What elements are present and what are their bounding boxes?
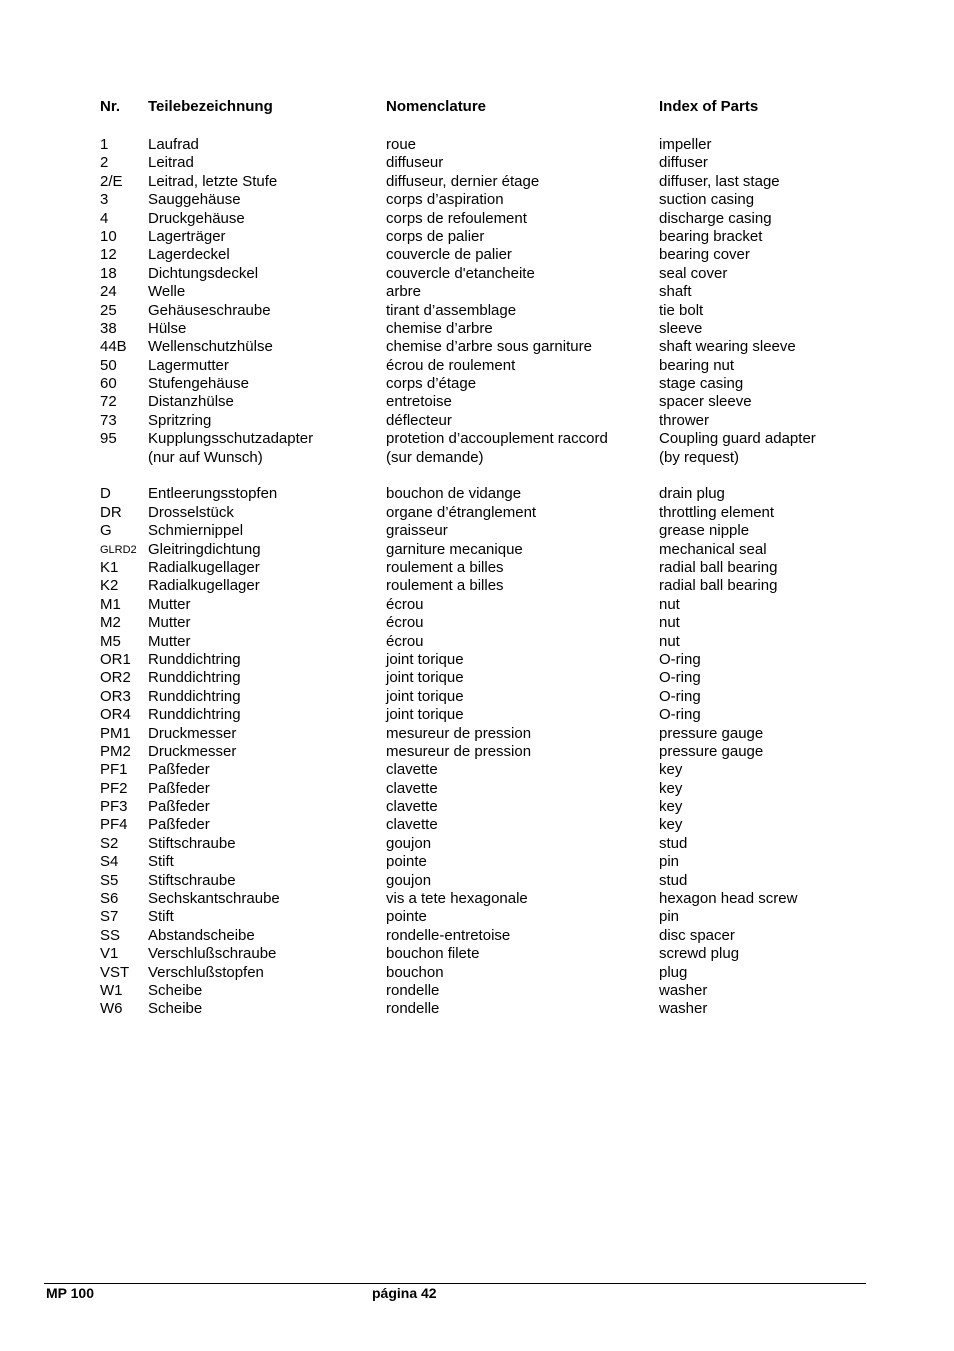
part-name-french: (sur demande) [386, 448, 484, 466]
part-number: SS [100, 926, 121, 944]
part-name-german: Stift [148, 908, 174, 926]
table-row [0, 761, 954, 779]
part-name-french: mesureur de pression [386, 742, 532, 760]
part-name-french: corps d’étage [386, 375, 477, 393]
part-number: OR2 [100, 669, 131, 687]
part-name-french: graisseur [386, 522, 448, 540]
part-name-german: Runddichtring [148, 687, 241, 705]
part-name-german: Mutter [148, 614, 191, 632]
part-name-english: bearing bracket [659, 227, 763, 245]
table-row [0, 485, 954, 503]
part-name-french: rondelle-entretoise [386, 926, 511, 944]
part-name-english: stud [659, 871, 688, 889]
part-number: K2 [100, 577, 119, 595]
part-number: 50 [100, 356, 117, 374]
part-name-french: écrou [386, 595, 424, 613]
table-row [0, 706, 954, 724]
part-name-english: tie bolt [659, 301, 704, 319]
part-name-english: O-ring [659, 687, 701, 705]
part-name-german: Mutter [148, 595, 191, 613]
part-name-english: pin [659, 853, 680, 871]
part-number: 72 [100, 393, 117, 411]
part-name-english: bearing nut [659, 356, 735, 374]
part-name-english: disc spacer [659, 926, 735, 944]
part-name-german: Lagerträger [148, 227, 226, 245]
table-row-spacer [0, 467, 954, 485]
part-name-french: couvercle de palier [386, 246, 512, 264]
part-name-english: nut [659, 632, 680, 650]
part-name-french: déflecteur [386, 411, 452, 429]
part-name-german: Paßfeder [148, 779, 210, 797]
table-row [0, 669, 954, 687]
part-name-german: Stiftschraube [148, 871, 236, 889]
header-german: Teilebezeichnung [148, 98, 273, 115]
part-name-french: joint torique [386, 687, 464, 705]
part-name-french: entretoise [386, 393, 452, 411]
part-name-english: hexagon head screw [659, 890, 798, 908]
footer-page-number: página 42 [372, 1285, 437, 1301]
part-name-english: radial ball bearing [659, 577, 778, 595]
table-row [0, 504, 954, 522]
part-name-german: Runddichtring [148, 706, 241, 724]
part-name-french: corps d’aspiration [386, 191, 504, 209]
part-name-german: Sauggehäuse [148, 191, 241, 209]
part-name-french: mesureur de pression [386, 724, 532, 742]
part-number: PM1 [100, 724, 131, 742]
part-name-english: washer [659, 1000, 708, 1018]
table-row [0, 688, 954, 706]
table-row [0, 596, 954, 614]
part-name-english: pressure gauge [659, 742, 764, 760]
table-row [0, 173, 954, 191]
part-number: OR4 [100, 706, 131, 724]
part-name-french: écrou de roulement [386, 356, 516, 374]
part-name-french: chemise d’arbre sous garniture [386, 338, 592, 356]
header-nr: Nr. [100, 98, 121, 115]
table-row [0, 320, 954, 338]
part-name-english: radial ball bearing [659, 558, 778, 576]
part-name-french: couvercle d'etancheite [386, 264, 535, 282]
table-row [0, 265, 954, 283]
part-number: VST [100, 963, 130, 981]
table-row [0, 743, 954, 761]
part-name-german: (nur auf Wunsch) [148, 448, 263, 466]
part-number: 2/E [100, 172, 123, 190]
part-name-french: pointe [386, 853, 427, 871]
part-name-english: suction casing [659, 191, 755, 209]
table-row [0, 559, 954, 577]
part-name-english: sleeve [659, 319, 703, 337]
part-name-french: joint torique [386, 669, 464, 687]
part-name-english: mechanical seal [659, 540, 767, 558]
part-name-french: chemise d’arbre [386, 319, 493, 337]
table-row [0, 816, 954, 834]
part-name-german: Paßfeder [148, 761, 210, 779]
footer-model: MP 100 [46, 1285, 94, 1301]
part-name-german: Dichtungsdeckel [148, 264, 259, 282]
part-number: 3 [100, 191, 109, 209]
part-number: 12 [100, 246, 117, 264]
table-row [0, 577, 954, 595]
part-name-german: Abstandscheibe [148, 926, 255, 944]
part-number: S6 [100, 890, 119, 908]
table-row [0, 945, 954, 963]
part-name-german: Runddichtring [148, 650, 241, 668]
part-name-german: Stift [148, 853, 174, 871]
part-number: V1 [100, 945, 119, 963]
part-name-french: roue [386, 136, 417, 153]
part-number: S4 [100, 853, 119, 871]
table-row [0, 725, 954, 743]
part-name-german: Gehäuseschraube [148, 301, 271, 319]
part-number: S2 [100, 834, 119, 852]
part-name-english: diffuser [659, 154, 708, 172]
table-row [0, 228, 954, 246]
part-name-english: stage casing [659, 375, 744, 393]
table-row [0, 191, 954, 209]
part-name-german: Kupplungsschutzadapter [148, 430, 314, 448]
table-row [0, 283, 954, 301]
part-name-german: Druckmesser [148, 724, 237, 742]
table-row [0, 210, 954, 228]
part-number: D [100, 485, 111, 503]
part-name-french: goujon [386, 871, 432, 889]
part-name-english: plug [659, 963, 688, 981]
part-number: PF3 [100, 798, 128, 816]
part-name-german: Welle [148, 283, 186, 301]
part-name-english: shaft [659, 283, 692, 301]
part-number: PF4 [100, 816, 128, 834]
table-row [0, 1000, 954, 1018]
table-row [0, 302, 954, 320]
part-name-french: protetion d’accouplement raccord [386, 430, 608, 448]
part-number: M5 [100, 632, 121, 650]
table-row [0, 393, 954, 411]
part-name-german: Lagermutter [148, 356, 229, 374]
part-number: 24 [100, 283, 117, 301]
part-name-german: Entleerungsstopfen [148, 485, 278, 503]
part-name-french: roulement a billes [386, 577, 504, 595]
part-name-german: Wellenschutzhülse [148, 338, 273, 356]
part-name-english: bearing cover [659, 246, 750, 264]
part-name-french: corps de refoulement [386, 209, 527, 227]
part-name-german: Runddichtring [148, 669, 241, 687]
part-name-french: tirant d’assemblage [386, 301, 517, 319]
part-number: 60 [100, 375, 117, 393]
footer-divider [44, 1283, 866, 1284]
part-number: S7 [100, 908, 119, 926]
part-name-german: Sechskantschraube [148, 890, 280, 908]
part-name-german: Radialkugellager [148, 558, 260, 576]
part-name-german: Lagerdeckel [148, 246, 230, 264]
part-name-french: joint torique [386, 706, 464, 724]
part-number: DR [100, 503, 122, 521]
part-name-french: garniture mecanique [386, 540, 523, 558]
part-number: W1 [100, 981, 123, 999]
part-number: 1 [100, 136, 109, 153]
part-name-german: Schmiernippel [148, 522, 244, 540]
table-row [0, 375, 954, 393]
table-row [0, 430, 954, 448]
part-number: 25 [100, 301, 117, 319]
part-number: PF2 [100, 779, 128, 797]
part-name-english: key [659, 798, 683, 816]
table-row [0, 964, 954, 982]
part-name-english: washer [659, 981, 708, 999]
part-name-french: corps de palier [386, 227, 485, 245]
part-number: PM2 [100, 742, 131, 760]
table-row [0, 412, 954, 430]
table-row [0, 614, 954, 632]
table-row [0, 154, 954, 172]
table-row [0, 338, 954, 356]
part-name-english: discharge casing [659, 209, 772, 227]
part-name-french: rondelle [386, 981, 440, 999]
part-name-french: joint torique [386, 650, 464, 668]
part-name-english: thrower [659, 411, 710, 429]
part-number: K1 [100, 558, 119, 576]
part-name-english: diffuser, last stage [659, 172, 780, 190]
table-row [0, 541, 954, 559]
table-row [0, 780, 954, 798]
part-name-french: clavette [386, 798, 438, 816]
part-name-german: Scheibe [148, 981, 203, 999]
part-name-french: rondelle [386, 1000, 440, 1018]
part-name-french: bouchon filete [386, 945, 480, 963]
part-name-english: nut [659, 614, 680, 632]
table-row [0, 982, 954, 1000]
part-name-english: pin [659, 908, 680, 926]
part-name-french: clavette [386, 761, 438, 779]
part-name-german: Stufengehäuse [148, 375, 249, 393]
part-number: 4 [100, 209, 109, 227]
part-name-german: Verschlußstopfen [148, 963, 264, 981]
part-number: M2 [100, 614, 121, 632]
part-name-english: (by request) [659, 448, 740, 466]
part-number: S5 [100, 871, 119, 889]
part-name-german: Druckgehäuse [148, 209, 245, 227]
part-name-french: diffuseur [386, 154, 444, 172]
part-name-english: screwd plug [659, 945, 740, 963]
part-name-english: drain plug [659, 485, 725, 503]
part-name-german: Laufrad [148, 136, 199, 153]
part-name-english: key [659, 761, 683, 779]
table-row [0, 633, 954, 651]
part-name-german: Gleitringdichtung [148, 540, 261, 558]
part-name-english: O-ring [659, 669, 701, 687]
part-name-english: stud [659, 834, 688, 852]
part-name-english: impeller [659, 136, 712, 153]
part-name-german: Leitrad, letzte Stufe [148, 172, 278, 190]
part-number: 10 [100, 227, 117, 245]
part-name-french: pointe [386, 908, 427, 926]
part-number: 95 [100, 430, 117, 448]
table-row [0, 927, 954, 945]
part-name-german: Leitrad [148, 154, 194, 172]
part-name-french: roulement a billes [386, 558, 504, 576]
table-row [0, 798, 954, 816]
part-name-german: Druckmesser [148, 742, 237, 760]
part-name-german: Spritzring [148, 411, 212, 429]
part-name-french: clavette [386, 816, 438, 834]
part-name-french: arbre [386, 283, 422, 301]
part-name-french: bouchon de vidange [386, 485, 522, 503]
table-row [0, 853, 954, 871]
part-name-english: O-ring [659, 650, 701, 668]
part-name-english: shaft wearing sleeve [659, 338, 796, 356]
part-name-german: Radialkugellager [148, 577, 260, 595]
part-name-french: clavette [386, 779, 438, 797]
part-number: 38 [100, 319, 117, 337]
header-french: Nomenclature [386, 98, 487, 115]
part-number: GLRD2 [100, 543, 137, 556]
part-name-english: seal cover [659, 264, 728, 282]
part-number: G [100, 522, 112, 540]
part-name-english: key [659, 816, 683, 834]
part-name-english: key [659, 779, 683, 797]
part-number: 2 [100, 154, 109, 172]
part-number: 44B [100, 338, 127, 356]
part-name-french: vis a tete hexagonale [386, 890, 528, 908]
header-english: Index of Parts [659, 98, 759, 115]
part-name-german: Drosselstück [148, 503, 234, 521]
part-name-german: Paßfeder [148, 816, 210, 834]
part-number: OR3 [100, 687, 131, 705]
table-row [0, 651, 954, 669]
table-row [0, 449, 954, 467]
table-row [0, 522, 954, 540]
part-name-german: Mutter [148, 632, 191, 650]
part-number: 18 [100, 264, 117, 282]
table-header [0, 98, 954, 118]
table-row [0, 246, 954, 264]
part-name-french: écrou [386, 614, 424, 632]
parts-table [0, 136, 954, 1019]
part-name-german: Distanzhülse [148, 393, 234, 411]
part-name-french: organe d’étranglement [386, 503, 537, 521]
table-row [0, 835, 954, 853]
part-name-english: grease nipple [659, 522, 750, 540]
part-name-english: throttling element [659, 503, 775, 521]
part-name-german: Scheibe [148, 1000, 203, 1018]
part-name-english: O-ring [659, 706, 701, 724]
part-name-german: Verschlußschraube [148, 945, 277, 963]
part-name-english: pressure gauge [659, 724, 764, 742]
part-number: PF1 [100, 761, 128, 779]
part-name-english: Coupling guard adapter [659, 430, 816, 448]
table-row [0, 136, 954, 154]
part-name-french: écrou [386, 632, 424, 650]
part-name-english: nut [659, 595, 680, 613]
part-name-english: spacer sleeve [659, 393, 752, 411]
part-name-french: diffuseur, dernier étage [386, 172, 540, 190]
part-name-german: Hülse [148, 319, 187, 337]
table-row [0, 357, 954, 375]
part-name-french: goujon [386, 834, 432, 852]
part-number: M1 [100, 595, 121, 613]
table-row [0, 872, 954, 890]
part-number: OR1 [100, 650, 131, 668]
part-name-french: bouchon [386, 963, 444, 981]
part-name-german: Paßfeder [148, 798, 210, 816]
part-number: 73 [100, 411, 117, 429]
table-row [0, 890, 954, 908]
part-name-german: Stiftschraube [148, 834, 236, 852]
part-number: W6 [100, 1000, 123, 1018]
table-row [0, 908, 954, 926]
